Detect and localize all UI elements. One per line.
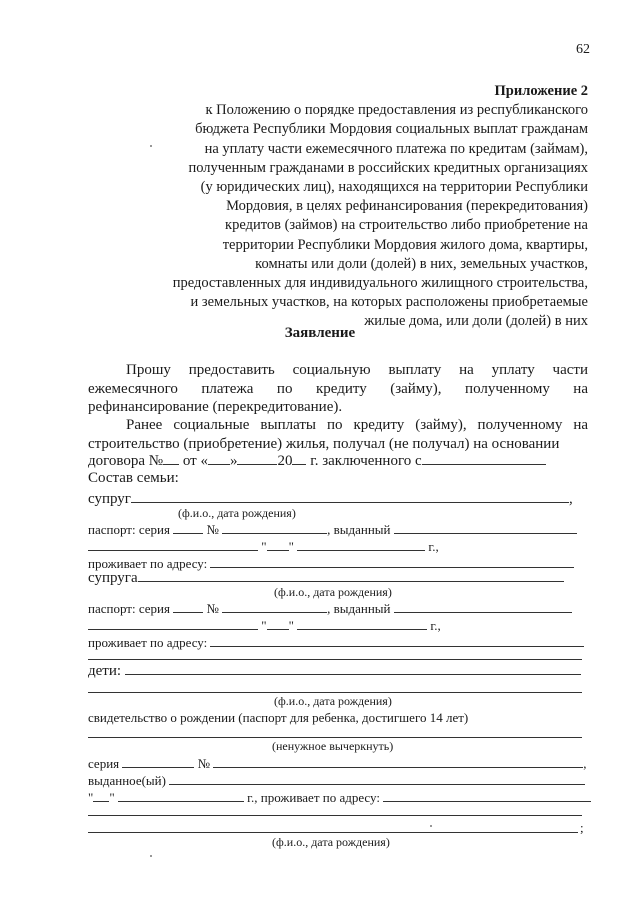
- child-address-label: г., проживает по адресу:: [247, 790, 380, 805]
- child-issued-field[interactable]: [169, 772, 585, 785]
- husband-passport-date-line: " " г.,: [88, 538, 439, 555]
- wife-passport-issued-field[interactable]: [394, 600, 572, 613]
- children-continuation[interactable]: [88, 692, 582, 693]
- child-address-field[interactable]: [383, 789, 591, 802]
- appendix-block: [118, 82, 588, 332]
- children-line: [88, 662, 581, 680]
- appendix-line: (у юридических лиц), находящихся на территории Республики: [200, 179, 588, 196]
- wife-fio-field[interactable]: [138, 569, 564, 582]
- husband-issuer-field[interactable]: [88, 538, 258, 551]
- wife-passport-date-line: " " г.,: [88, 617, 441, 634]
- appendix-line: на уплату части ежемесячного платежа по кредитам (займам),: [204, 140, 588, 157]
- family-label: Состав семьи:: [88, 470, 179, 486]
- contract-year-field[interactable]: [292, 452, 306, 465]
- child-doc-issued-line: [88, 772, 585, 789]
- child-address-continuation[interactable]: [88, 815, 582, 816]
- child-doc-series-line: серия № ,: [88, 756, 587, 771]
- appendix-line: комнаты или доли (долей) в них, земельных участков,: [255, 255, 588, 272]
- scan-speck: [150, 145, 152, 147]
- previous-payments-text: Ранее социальные выплаты по кредиту (займу), полученному на строительство (приобретение) жилья, получал (не получал) на основании: [88, 417, 588, 452]
- page-number: 62: [576, 42, 590, 57]
- husband-issue-day-field[interactable]: [267, 538, 289, 551]
- address-label: проживает по адресу:: [88, 556, 208, 571]
- document-heading: Заявление: [284, 325, 356, 341]
- previous-payments-paragraph: [88, 416, 588, 453]
- child-series-label: серия: [88, 756, 120, 771]
- wife-passport-series-field[interactable]: [173, 600, 203, 613]
- semicolon: ;: [580, 820, 584, 835]
- child-issue-day-field[interactable]: [93, 789, 109, 802]
- children-fio-field[interactable]: [125, 662, 581, 675]
- appendix-line: предоставленных для индивидуального жилищного строительства,: [172, 275, 588, 292]
- wife-address-continuation[interactable]: [88, 659, 582, 660]
- scan-speck: [430, 825, 432, 827]
- passport-issued-label: , выданный: [327, 522, 391, 537]
- child-number-field[interactable]: [213, 755, 583, 768]
- child-fio-caption: (ф.и.о., дата рождения): [272, 835, 390, 849]
- appendix-line: к Положению о порядке предоставления из республиканского: [205, 102, 588, 119]
- passport-number-label: №: [206, 601, 219, 616]
- husband-passport-number-field[interactable]: [222, 521, 327, 534]
- birth-certificate-label: свидетельство о рождении (паспорт для ребенка, достигшего 14 лет): [88, 710, 469, 725]
- contract-year-prefix: 20: [277, 453, 293, 469]
- contract-party-field[interactable]: [422, 452, 546, 465]
- wife-issuer-field[interactable]: [88, 617, 258, 630]
- husband-fio-field[interactable]: [131, 490, 569, 503]
- address-label: проживает по адресу:: [88, 635, 208, 650]
- contract-date-label: от «: [182, 453, 208, 469]
- year-abbr: г.,: [428, 539, 439, 554]
- husband-issue-month-field[interactable]: [297, 538, 425, 551]
- children-label: дети:: [88, 663, 122, 679]
- child-fio-field-2[interactable]: [88, 832, 578, 833]
- request-text: Прошу предоставить социальную выплату на уплату части ежемесячного платежа по кредиту (займу), полученному на рефинансирование (перекредитование).: [88, 362, 588, 415]
- contract-number-label: договора №: [88, 453, 164, 469]
- quote-close: »: [229, 453, 238, 469]
- wife-fio-caption: (ф.и.о., дата рождения): [274, 585, 392, 599]
- child-series-field[interactable]: [122, 755, 194, 768]
- wife-issue-month-field[interactable]: [297, 617, 427, 630]
- strike-out-caption: (ненужное вычеркнуть): [272, 739, 394, 753]
- husband-label: супруг: [88, 491, 131, 507]
- appendix-line: и земельных участков, на которых расположены приобретаемые: [190, 294, 588, 311]
- scan-speck: [150, 855, 152, 857]
- contract-line: [88, 452, 546, 470]
- passport-series-label: паспорт: серия: [88, 522, 170, 537]
- appendix-line: жилые дома, или доли (долей) в них: [364, 313, 588, 330]
- contract-number-field[interactable]: [163, 452, 179, 465]
- contract-party-label: заключенного с: [322, 453, 422, 469]
- appendix-line: территории Республики Мордовия жилого дома, квартиры,: [222, 236, 588, 253]
- wife-label: супруга: [88, 570, 138, 586]
- appendix-line: Мордовия, в целях рефинансирования (перекредитования): [226, 198, 588, 215]
- year-abbr: г.,: [430, 618, 441, 633]
- husband-passport-issued-field[interactable]: [394, 521, 577, 534]
- appendix-line: бюджета Республики Мордовия социальных выплат гражданам: [195, 121, 588, 138]
- wife-address-field[interactable]: [210, 634, 584, 647]
- wife-address-line: [88, 634, 584, 651]
- passport-number-label: №: [206, 522, 219, 537]
- appendix-line: полученным гражданами в российских кредитных организациях: [188, 159, 588, 176]
- husband-passport-line: [88, 521, 577, 538]
- birth-certificate-field[interactable]: [88, 737, 582, 738]
- wife-passport-line: [88, 600, 572, 617]
- contract-month-field[interactable]: [237, 452, 277, 465]
- passport-series-label: паспорт: серия: [88, 601, 170, 616]
- wife-issue-day-field[interactable]: [267, 617, 289, 630]
- appendix-line: кредитов (займов) на строительство либо приобретение на: [225, 217, 588, 234]
- child-doc-date-address-line: " " г., проживает по адресу:: [88, 789, 591, 806]
- husband-address-field[interactable]: [210, 555, 574, 568]
- children-fio-caption: (ф.и.о., дата рождения): [274, 694, 392, 708]
- contract-day-field[interactable]: [208, 452, 230, 465]
- passport-issued-label: , выданный: [327, 601, 391, 616]
- appendix-title: Приложение 2: [494, 83, 588, 99]
- husband-fio-caption: (ф.и.о., дата рождения): [178, 506, 296, 520]
- wife-passport-number-field[interactable]: [222, 600, 327, 613]
- child-issue-month-field[interactable]: [118, 789, 244, 802]
- husband-passport-series-field[interactable]: [173, 521, 203, 534]
- child-number-label: №: [197, 756, 211, 771]
- husband-line: супруг ,: [88, 491, 573, 507]
- child-issued-label: выданное(ый): [88, 773, 166, 788]
- year-abbr: г.: [310, 453, 319, 469]
- request-paragraph: [88, 361, 588, 417]
